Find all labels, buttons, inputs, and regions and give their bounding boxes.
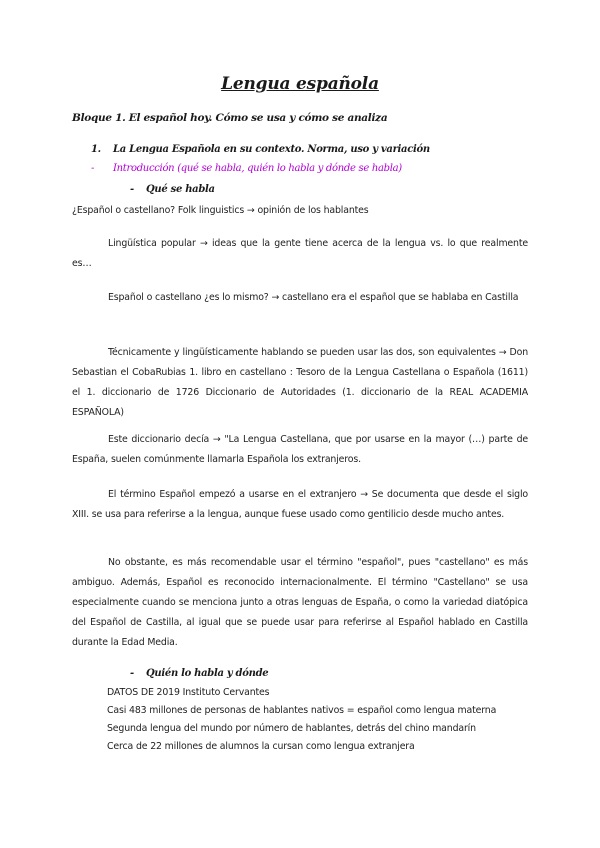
paragraph: El término Español empezó a usarse en el extranjero → Se documenta que desde el siglo XIII. se usa para referirse a la lengua, aunque fuese usado como gentilicio desde mucho antes.	[72, 489, 528, 520]
stats-list	[107, 684, 537, 756]
section-label: La Lengua Española en su contexto. Norma, uso y variación	[113, 144, 430, 155]
intro-label: Introducción (qué se habla, quién lo habla y dónde se habla)	[113, 163, 402, 174]
document-title: Lengua española	[221, 74, 379, 94]
subheading-que-se-habla	[130, 184, 215, 195]
stats-line: DATOS DE 2019 Instituto Cervantes	[107, 687, 270, 698]
paragraph: Lingüística popular → ideas que la gente tiene acerca de la lengua vs. lo que realmente es…	[72, 238, 528, 269]
section-number: 1.	[91, 144, 101, 155]
sub2-bullet: -	[130, 668, 134, 679]
sub1-bullet: -	[130, 184, 134, 195]
sub1-label: Qué se habla	[146, 184, 215, 195]
paragraph: ¿Español o castellano? Folk linguistics → opinión de los hablantes	[72, 205, 369, 216]
block-heading: Bloque 1. El español hoy. Cómo se usa y cómo se analiza	[72, 112, 388, 124]
stats-line: Cerca de 22 millones de alumnos la cursan como lengua extranjera	[107, 741, 415, 752]
intro-heading	[91, 163, 402, 174]
paragraph: No obstante, es más recomendable usar el término "español", pues "castellano" es más ambiguo. Además, Español es reconocido internacionalmente. El término "Castellano" se usa especialmente cuando se menciona junto a otras lenguas de España, o como la variedad diatópica del Español de Castilla, al igual que se puede usar para referirse al Español hablado en Castilla durante la Edad Media.	[72, 557, 528, 648]
stats-line: Segunda lengua del mundo por número de hablantes, detrás del chino mandarín	[107, 723, 476, 734]
stats-line: Casi 483 millones de personas de hablantes nativos = español como lengua materna	[107, 705, 497, 716]
paragraph: Técnicamente y lingüísticamente hablando se pueden usar las dos, son equivalentes → Don Sebastian el CobaRubias 1. libro en castellano : Tesoro de la Lengua Castellana o Española (1611) el 1. diccionario de 1726 Diccionario de Autoridades (1. diccionario de la REAL ACADEMIA ESPAÑOLA)	[72, 347, 528, 418]
intro-bullet: -	[91, 163, 95, 174]
paragraph: Este diccionario decía → "La Lengua Castellana, que por usarse en la mayor (…) parte de España, suelen comúnmente llamarla Española los extranjeros.	[72, 434, 528, 465]
sub2-label: Quién lo habla y dónde	[146, 668, 269, 679]
section-heading	[91, 144, 430, 155]
paragraph: Español o castellano ¿es lo mismo? → castellano era el español que se hablaba en Castilla	[108, 292, 519, 303]
subheading-quien-lo-habla	[130, 668, 268, 679]
